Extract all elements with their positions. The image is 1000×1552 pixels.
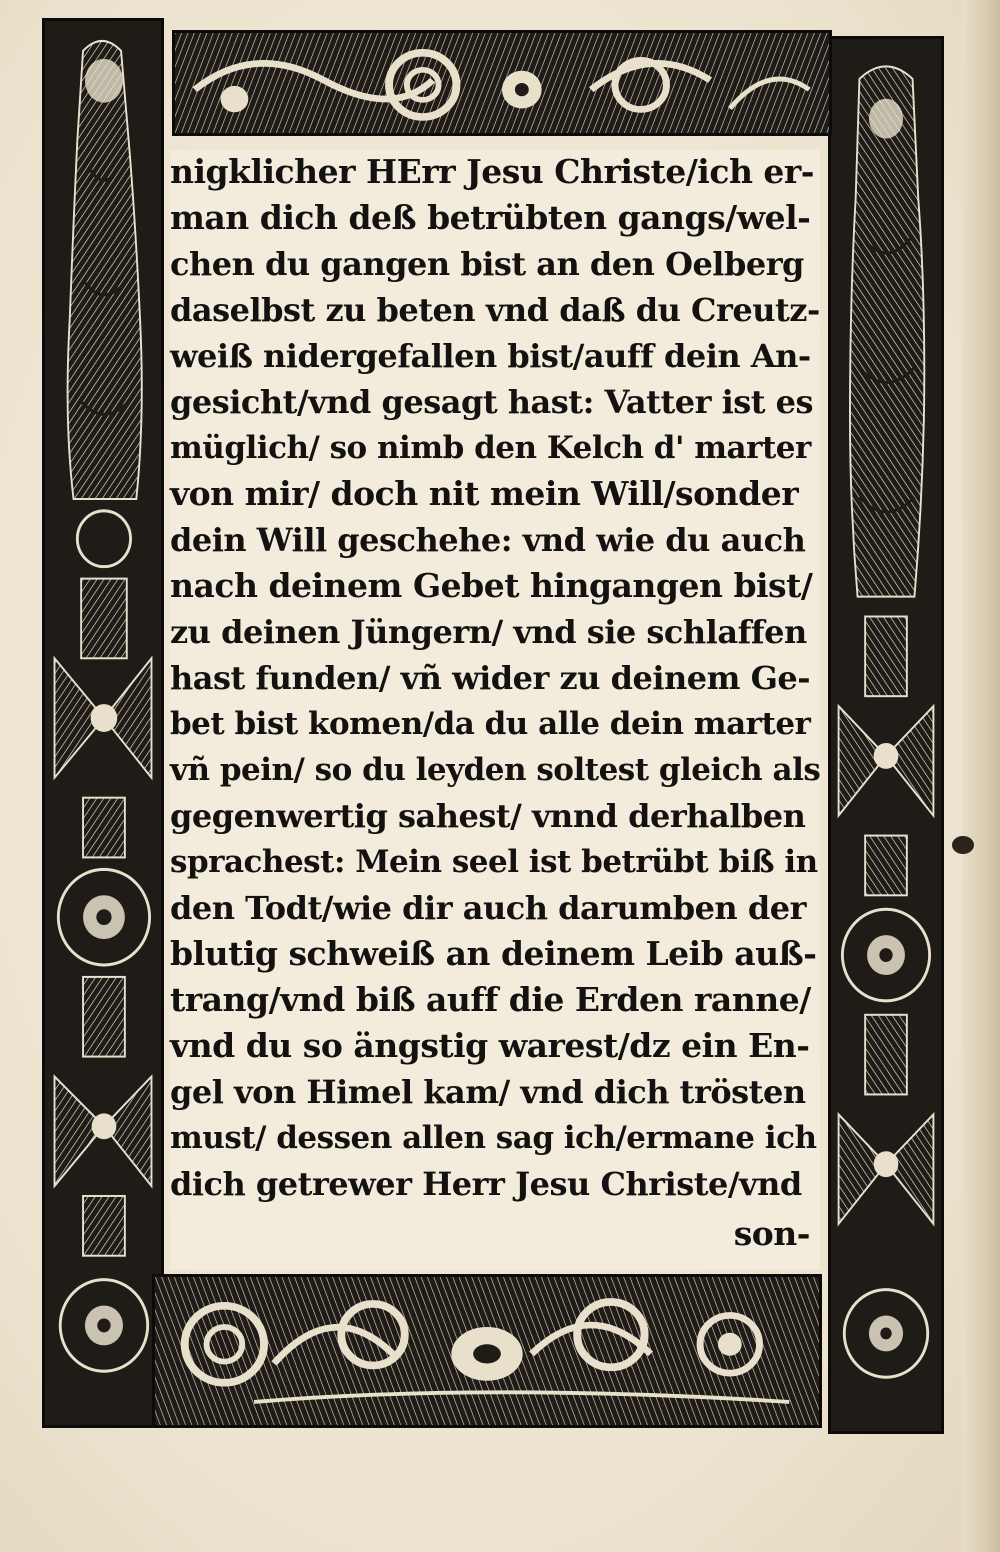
text-line: weiß nidergefallen bist/auff dein An- xyxy=(170,337,811,375)
text-line: nigklicher HErr Jesu Christe/ich er- xyxy=(170,152,814,191)
text-line: trang/vnd biß auff die Erden ranne/ xyxy=(170,980,811,1019)
text-line: hast funden/ vñ wider zu deinem Ge- xyxy=(170,659,811,697)
text-line: den Todt/wie dir auch darumben der xyxy=(170,889,806,927)
book-gutter xyxy=(962,0,1000,1552)
text-line: sprachest: Mein seel ist betrübt biß in xyxy=(170,844,818,880)
text-line: von mir/ doch nit mein Will/sonder xyxy=(170,474,799,513)
worm-hole xyxy=(952,836,974,854)
text-line: gel von Himel kam/ vnd dich trösten xyxy=(170,1073,806,1111)
text-line: gesicht/vnd gesagt hast: Vatter ist es xyxy=(170,383,814,421)
text-line: vñ pein/ so du leyden soltest gleich als xyxy=(170,752,821,788)
text-line: bet bist komen/da du alle dein marter xyxy=(170,706,811,742)
catchword: son- xyxy=(733,1214,810,1253)
bottom-woodcut-border xyxy=(152,1274,822,1428)
text-line: must/ dessen allen sag ich/ermane ich xyxy=(170,1120,817,1156)
text-line: man dich deß betrübten gangs/wel- xyxy=(170,198,811,237)
text-line: vnd du so ängstig warest/dz ein En- xyxy=(170,1026,810,1065)
left-woodcut-border xyxy=(42,18,164,1428)
text-line: gegenwertig sahest/ vnnd derhalben xyxy=(170,797,806,835)
text-block xyxy=(170,150,820,1270)
right-woodcut-border xyxy=(828,36,944,1434)
text-line: daselbst zu beten vnd daß du Creutz- xyxy=(170,291,820,329)
top-woodcut-border xyxy=(172,30,832,136)
text-line: chen du gangen bist an den Oelberg xyxy=(170,245,804,283)
text-line: müglich/ so nimb den Kelch d' marter xyxy=(170,430,811,466)
text-line: dein Will geschehe: vnd wie du auch xyxy=(170,521,806,559)
text-line: nach deinem Gebet hingangen bist/ xyxy=(170,566,813,605)
text-line: dich getrewer Herr Jesu Christe/vnd xyxy=(170,1165,802,1203)
text-line: blutig schweiß an deinem Leib auß- xyxy=(170,934,817,973)
text-line: zu deinen Jüngern/ vnd sie schlaffen xyxy=(170,613,807,651)
